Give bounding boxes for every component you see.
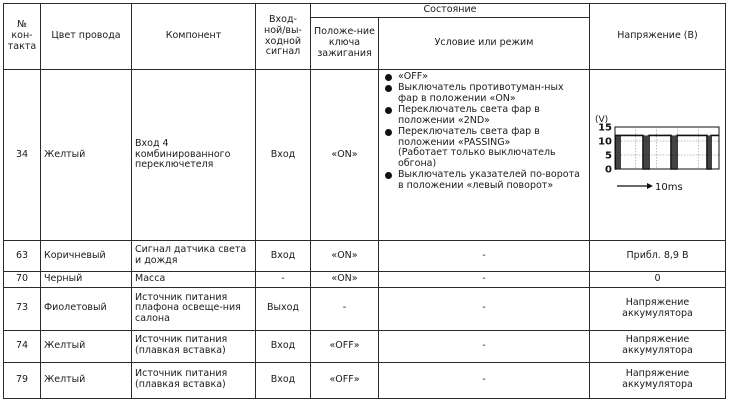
bullet-icon bbox=[385, 74, 392, 81]
condition-item bbox=[383, 83, 586, 105]
component: Источник питания плафона освеще-ния салона bbox=[132, 288, 256, 330]
condition-cell bbox=[379, 70, 590, 241]
time-scale bbox=[617, 182, 683, 193]
key-position: «OFF» bbox=[311, 362, 379, 398]
wire-color: Желтый bbox=[41, 70, 132, 241]
table-row bbox=[4, 288, 726, 330]
voltage: Напряжение аккумулятора bbox=[590, 288, 726, 330]
bullet-icon bbox=[385, 85, 392, 92]
signal-pulse bbox=[707, 135, 710, 169]
oscilloscope-waveform bbox=[593, 112, 721, 198]
condition: - bbox=[379, 272, 590, 288]
signal-trace bbox=[615, 135, 719, 169]
contact-no: 74 bbox=[4, 330, 41, 362]
wire-color: Фиолетовый bbox=[41, 288, 132, 330]
condition-item bbox=[383, 105, 586, 127]
key-position: «ON» bbox=[311, 272, 379, 288]
header-voltage: Напряжение (В) bbox=[590, 4, 726, 70]
header-wire-color: Цвет провода bbox=[41, 4, 132, 70]
key-position: «ON» bbox=[311, 241, 379, 272]
header-condition: Условие или режим bbox=[379, 18, 590, 70]
condition-item bbox=[383, 148, 586, 170]
contact-no: 73 bbox=[4, 288, 41, 330]
header-state: Состояние bbox=[311, 4, 590, 18]
contact-no: 34 bbox=[4, 70, 41, 241]
bullet-icon bbox=[385, 129, 392, 136]
io-signal: Вход bbox=[256, 330, 311, 362]
voltage: 0 bbox=[590, 272, 726, 288]
signal-pulse bbox=[643, 135, 648, 169]
key-position: - bbox=[311, 288, 379, 330]
component: Источник питания (плавкая вставка) bbox=[132, 330, 256, 362]
wire-color: Черный bbox=[41, 272, 132, 288]
scope-grid bbox=[615, 127, 719, 169]
condition: - bbox=[379, 241, 590, 272]
scope-trace bbox=[615, 135, 719, 169]
contact-no: 79 bbox=[4, 362, 41, 398]
condition-item bbox=[383, 127, 586, 149]
condition: - bbox=[379, 330, 590, 362]
io-signal: Вход bbox=[256, 241, 311, 272]
component: Источник питания (плавкая вставка) bbox=[132, 362, 256, 398]
key-position: «ON» bbox=[311, 70, 379, 241]
scope-tick-label: 15 bbox=[598, 122, 612, 134]
condition-text: «OFF» bbox=[398, 71, 429, 82]
table-row bbox=[4, 70, 726, 241]
condition: - bbox=[379, 288, 590, 330]
component: Сигнал датчика света и дождя bbox=[132, 241, 256, 272]
voltage-waveform-cell bbox=[590, 70, 726, 241]
table-row bbox=[4, 330, 726, 362]
signal-pulse bbox=[617, 135, 621, 169]
signal-pulse bbox=[671, 135, 676, 169]
bullet-icon bbox=[385, 107, 392, 114]
header-component: Компонент bbox=[132, 4, 256, 70]
header-key-position: Положе-ние ключа зажигания bbox=[311, 18, 379, 70]
table-row bbox=[4, 272, 726, 288]
condition-text: Переключатель света фар в положении «2ND» bbox=[398, 103, 540, 126]
voltage: Напряжение аккумулятора bbox=[590, 362, 726, 398]
component: Масса bbox=[132, 272, 256, 288]
condition-list bbox=[383, 72, 586, 192]
wire-color: Желтый bbox=[41, 362, 132, 398]
header-io-signal: Вход-ной/вы-ходной сигнал bbox=[256, 4, 311, 70]
contact-no: 70 bbox=[4, 272, 41, 288]
bullet-icon bbox=[385, 172, 392, 179]
condition-text: (Работает только выключатель обгона) bbox=[398, 147, 556, 170]
arrow-icon bbox=[647, 183, 653, 189]
time-scale-label: 10ms bbox=[655, 182, 683, 194]
voltage: Напряжение аккумулятора bbox=[590, 330, 726, 362]
scope-tick-label: 10 bbox=[598, 136, 612, 148]
io-signal: Вход bbox=[256, 70, 311, 241]
condition-text: Переключатель света фар в положении «PASSING» bbox=[398, 125, 540, 148]
scope-tick-labels bbox=[598, 123, 612, 176]
condition-text: Выключатель противотуман-ных фар в положении «ON» bbox=[398, 81, 564, 104]
condition-text: Выключатель указателей по-ворота в положении «левый поворот» bbox=[398, 169, 580, 192]
contact-no: 63 bbox=[4, 241, 41, 272]
io-signal: - bbox=[256, 272, 311, 288]
scope-frame bbox=[615, 127, 719, 169]
condition: - bbox=[379, 362, 590, 398]
table-row bbox=[4, 362, 726, 398]
unit-label: (V) bbox=[595, 115, 609, 126]
condition-item bbox=[383, 170, 586, 192]
component: Вход 4 комбинированного переключетеля bbox=[132, 70, 256, 241]
scope-tick-label: 5 bbox=[605, 150, 612, 162]
wire-color: Коричневый bbox=[41, 241, 132, 272]
wire-color: Желтый bbox=[41, 330, 132, 362]
key-position: «OFF» bbox=[311, 330, 379, 362]
table-row bbox=[4, 241, 726, 272]
io-signal: Вход bbox=[256, 362, 311, 398]
voltage: Прибл. 8,9 В bbox=[590, 241, 726, 272]
header-contact-no: № кон-такта bbox=[4, 4, 41, 70]
io-signal: Выход bbox=[256, 288, 311, 330]
pinout-table bbox=[3, 3, 726, 399]
scope-tick-label: 0 bbox=[605, 164, 612, 176]
